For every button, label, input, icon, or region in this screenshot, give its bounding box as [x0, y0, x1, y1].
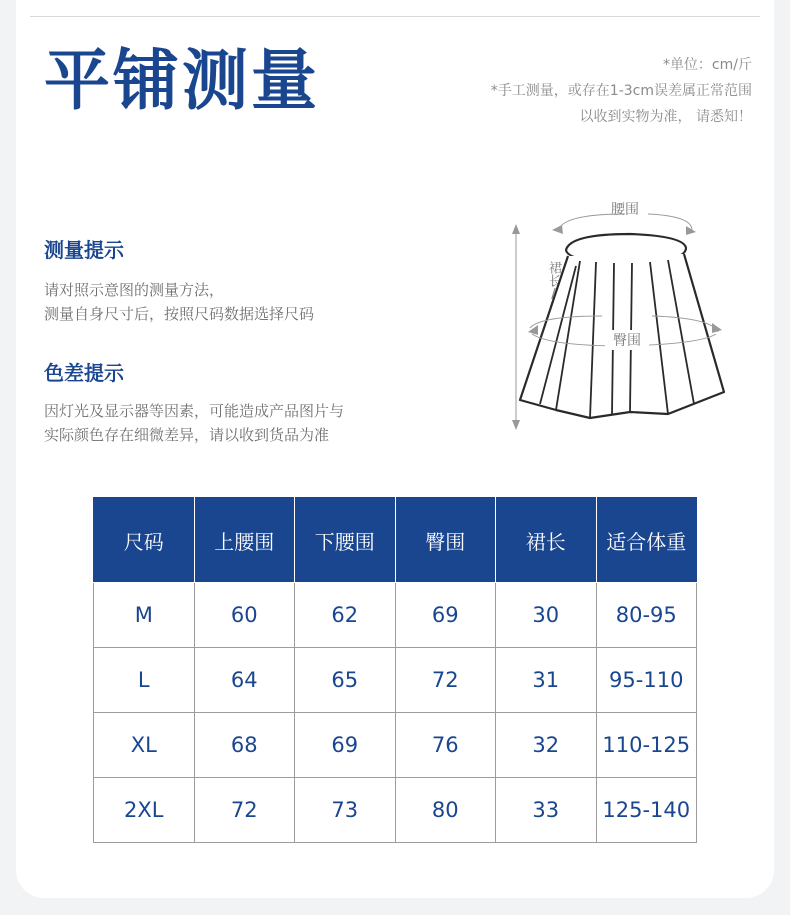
table-row: [94, 713, 697, 778]
color-tip-body: [44, 399, 344, 447]
table-cell: 95-110: [596, 648, 697, 713]
column-header: 适合体重: [596, 498, 697, 583]
waist-label: 腰围: [611, 202, 639, 218]
measurement-notes: [491, 52, 752, 130]
table-cell: 72: [395, 648, 496, 713]
arrow-down-icon: [512, 420, 520, 430]
table-cell: M: [94, 583, 195, 648]
column-header: 上腰围: [194, 498, 295, 583]
table-row: [94, 648, 697, 713]
table-cell: 33: [496, 778, 597, 843]
table-cell: L: [94, 648, 195, 713]
color-tip-line: 因灯光及显示器等因素，可能造成产品图片与: [44, 402, 345, 420]
table-cell: 76: [395, 713, 496, 778]
error-note: *手工测量，或存在1-3cm误差属正常范围: [490, 83, 752, 99]
skirt-measurement-diagram: [480, 192, 740, 442]
size-table: [93, 497, 697, 843]
table-cell: 30: [496, 583, 597, 648]
table-cell: 110-125: [596, 713, 697, 778]
actual-item-note: 以收到实物为准， 请悉知！: [579, 109, 752, 125]
table-header-row: [94, 498, 697, 583]
column-header: 尺码: [94, 498, 195, 583]
table-cell: 80-95: [596, 583, 697, 648]
measure-tip-line: 测量自身尺寸后，按照尺码数据选择尺码: [44, 305, 315, 323]
table-cell: 65: [295, 648, 396, 713]
length-label: 裙长/裤长: [494, 261, 561, 276]
table-cell: 32: [496, 713, 597, 778]
table-cell: 72: [194, 778, 295, 843]
table-cell: 64: [194, 648, 295, 713]
table-cell: 2XL: [94, 778, 195, 843]
hip-label: 臀围: [613, 333, 641, 349]
measure-tip-title: 测量提示: [44, 238, 124, 262]
table-cell: 69: [395, 583, 496, 648]
arrow-up-icon: [512, 224, 520, 234]
column-header: 裙长: [496, 498, 597, 583]
table-row: [94, 583, 697, 648]
table-cell: 62: [295, 583, 396, 648]
table-cell: 60: [194, 583, 295, 648]
table-cell: XL: [94, 713, 195, 778]
column-header: 下腰围: [295, 498, 396, 583]
arrow-icon: [552, 225, 563, 234]
arrow-icon: [712, 323, 722, 333]
unit-note: *单位：cm/斤: [662, 57, 752, 73]
column-header: 臀围: [395, 498, 496, 583]
table-cell: 73: [295, 778, 396, 843]
color-tip-title: 色差提示: [44, 361, 124, 385]
color-tip-line: 实际颜色存在细微差异，请以收到货品为准: [44, 426, 330, 444]
top-divider: [30, 16, 760, 17]
measure-tip-body: [44, 278, 314, 326]
table-cell: 68: [194, 713, 295, 778]
table-cell: 31: [496, 648, 597, 713]
table-cell: 69: [295, 713, 396, 778]
measure-tip-line: 请对照示意图的测量方法，: [44, 281, 225, 299]
table-cell: 125-140: [596, 778, 697, 843]
table-cell: 80: [395, 778, 496, 843]
arrow-icon: [528, 325, 538, 335]
page-title: 平铺测量: [44, 42, 320, 119]
arrow-icon: [686, 226, 696, 235]
table-row: [94, 778, 697, 843]
